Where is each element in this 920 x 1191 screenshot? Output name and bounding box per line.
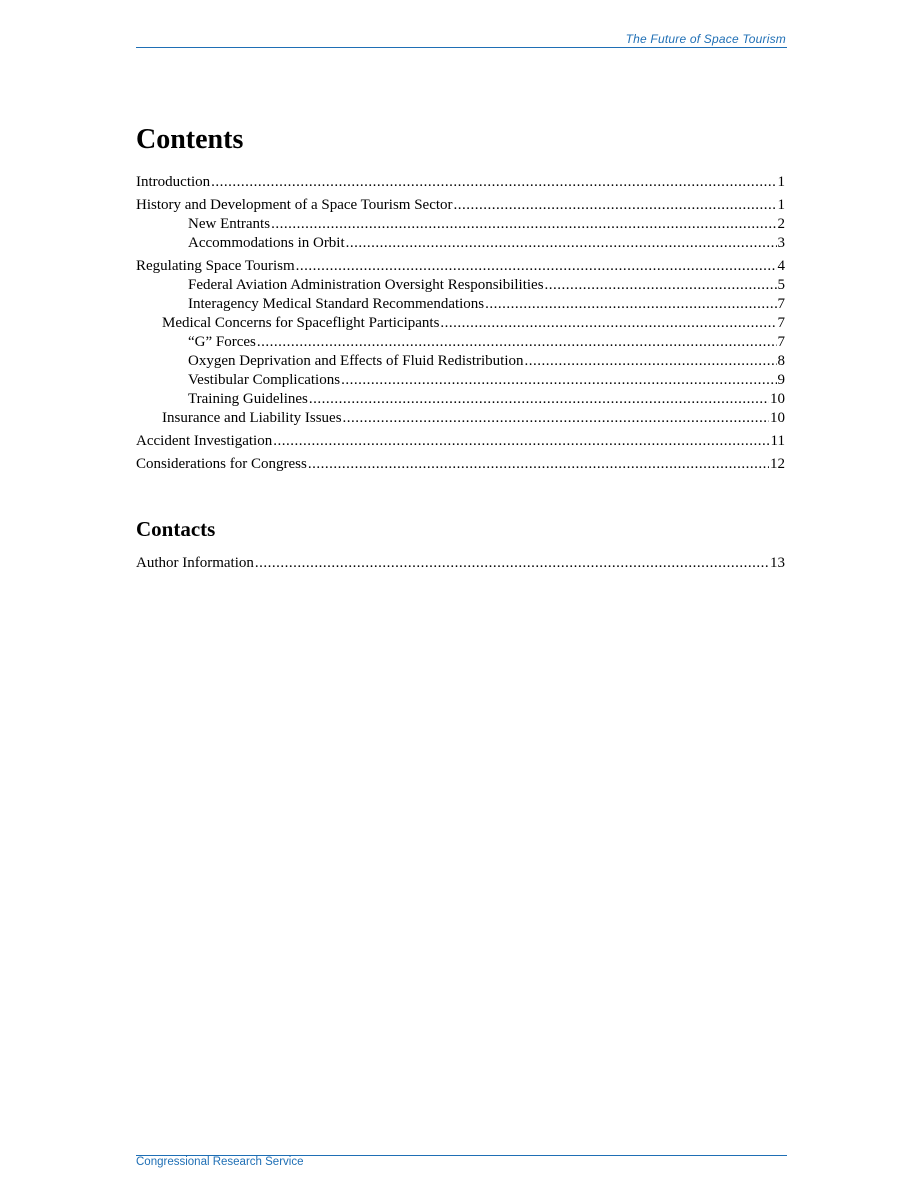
toc-leader-dots xyxy=(271,215,776,234)
contents-list xyxy=(136,173,785,474)
toc-leader-dots xyxy=(273,432,769,451)
toc-entry-label[interactable]: Considerations for Congress xyxy=(136,456,307,472)
toc-entry[interactable] xyxy=(136,173,785,192)
toc-entry-page-number[interactable]: 10 xyxy=(770,410,785,426)
toc-entry[interactable] xyxy=(136,432,785,451)
toc-leader-dots xyxy=(485,295,776,314)
toc-leader-dots xyxy=(525,352,777,371)
toc-entry[interactable] xyxy=(136,390,785,409)
footer-organization: Congressional Research Service xyxy=(136,1156,304,1168)
toc-leader-dots xyxy=(211,173,776,192)
toc-entry-page-number[interactable]: 7 xyxy=(777,334,785,350)
toc-entry[interactable] xyxy=(136,409,785,428)
toc-leader-dots xyxy=(343,409,769,428)
toc-entry-label[interactable]: Accident Investigation xyxy=(136,433,273,449)
toc-leader-dots xyxy=(308,455,769,474)
toc-entry[interactable] xyxy=(136,352,785,371)
toc-entry[interactable] xyxy=(136,295,785,314)
toc-entry[interactable] xyxy=(136,196,785,215)
toc-entry-page-number[interactable]: 7 xyxy=(777,315,785,331)
toc-entry-label[interactable]: Author Information xyxy=(136,555,254,571)
running-header-title: The Future of Space Tourism xyxy=(625,32,786,46)
toc-entry-page-number[interactable]: 1 xyxy=(777,174,785,190)
toc-entry-label[interactable]: Accommodations in Orbit xyxy=(188,235,345,251)
toc-leader-dots xyxy=(545,276,777,295)
toc-entry-label[interactable]: Vestibular Complications xyxy=(188,372,341,388)
toc-entry[interactable] xyxy=(136,455,785,474)
toc-entry-page-number[interactable]: 9 xyxy=(777,372,785,388)
toc-leader-dots xyxy=(341,371,776,390)
contents-heading: Contents xyxy=(136,124,244,155)
toc-entry-label[interactable]: Medical Concerns for Spaceflight Participants xyxy=(162,315,440,331)
toc-entry-page-number[interactable]: 7 xyxy=(777,296,785,312)
toc-entry[interactable] xyxy=(136,234,785,253)
toc-entry-page-number[interactable]: 4 xyxy=(777,258,785,274)
toc-entry[interactable] xyxy=(136,314,785,333)
toc-entry-label[interactable]: Insurance and Liability Issues xyxy=(162,410,342,426)
toc-leader-dots xyxy=(296,257,777,276)
toc-entry-page-number[interactable]: 8 xyxy=(777,353,785,369)
toc-entry-label[interactable]: History and Development of a Space Tourism Sector xyxy=(136,197,453,213)
toc-entry-label[interactable]: Interagency Medical Standard Recommendations xyxy=(188,296,485,312)
toc-entry-label[interactable]: “G” Forces xyxy=(188,334,256,350)
toc-leader-dots xyxy=(440,314,776,333)
toc-leader-dots xyxy=(309,390,769,409)
toc-entry-label[interactable]: New Entrants xyxy=(188,216,271,232)
toc-entry-label[interactable]: Oxygen Deprivation and Effects of Fluid Redistribution xyxy=(188,353,524,369)
toc-entry-page-number[interactable]: 11 xyxy=(770,433,785,449)
toc-entry[interactable] xyxy=(136,276,785,295)
toc-entry-page-number[interactable]: 1 xyxy=(777,197,785,213)
toc-entry[interactable] xyxy=(136,333,785,352)
toc-entry[interactable] xyxy=(136,554,785,573)
toc-entry[interactable] xyxy=(136,257,785,276)
header-divider xyxy=(136,47,787,48)
toc-leader-dots xyxy=(454,196,777,215)
toc-entry-label[interactable]: Introduction xyxy=(136,174,211,190)
toc-entry[interactable] xyxy=(136,215,785,234)
toc-entry-label[interactable]: Federal Aviation Administration Oversight Responsibilities xyxy=(188,277,544,293)
toc-leader-dots xyxy=(346,234,777,253)
toc-entry-page-number[interactable]: 5 xyxy=(777,277,785,293)
toc-leader-dots xyxy=(255,554,769,573)
toc-entry-page-number[interactable]: 12 xyxy=(770,456,785,472)
toc-leader-dots xyxy=(257,333,777,352)
toc-entry-page-number[interactable]: 3 xyxy=(777,235,785,251)
toc-entry-label[interactable]: Regulating Space Tourism xyxy=(136,258,295,274)
contacts-heading: Contacts xyxy=(136,517,216,541)
toc-entry-label[interactable]: Training Guidelines xyxy=(188,391,308,407)
toc-entry[interactable] xyxy=(136,371,785,390)
toc-entry-page-number[interactable]: 10 xyxy=(770,391,785,407)
toc-entry-page-number[interactable]: 2 xyxy=(777,216,785,232)
toc-entry-page-number[interactable]: 13 xyxy=(770,555,785,571)
contacts-list xyxy=(136,554,785,573)
